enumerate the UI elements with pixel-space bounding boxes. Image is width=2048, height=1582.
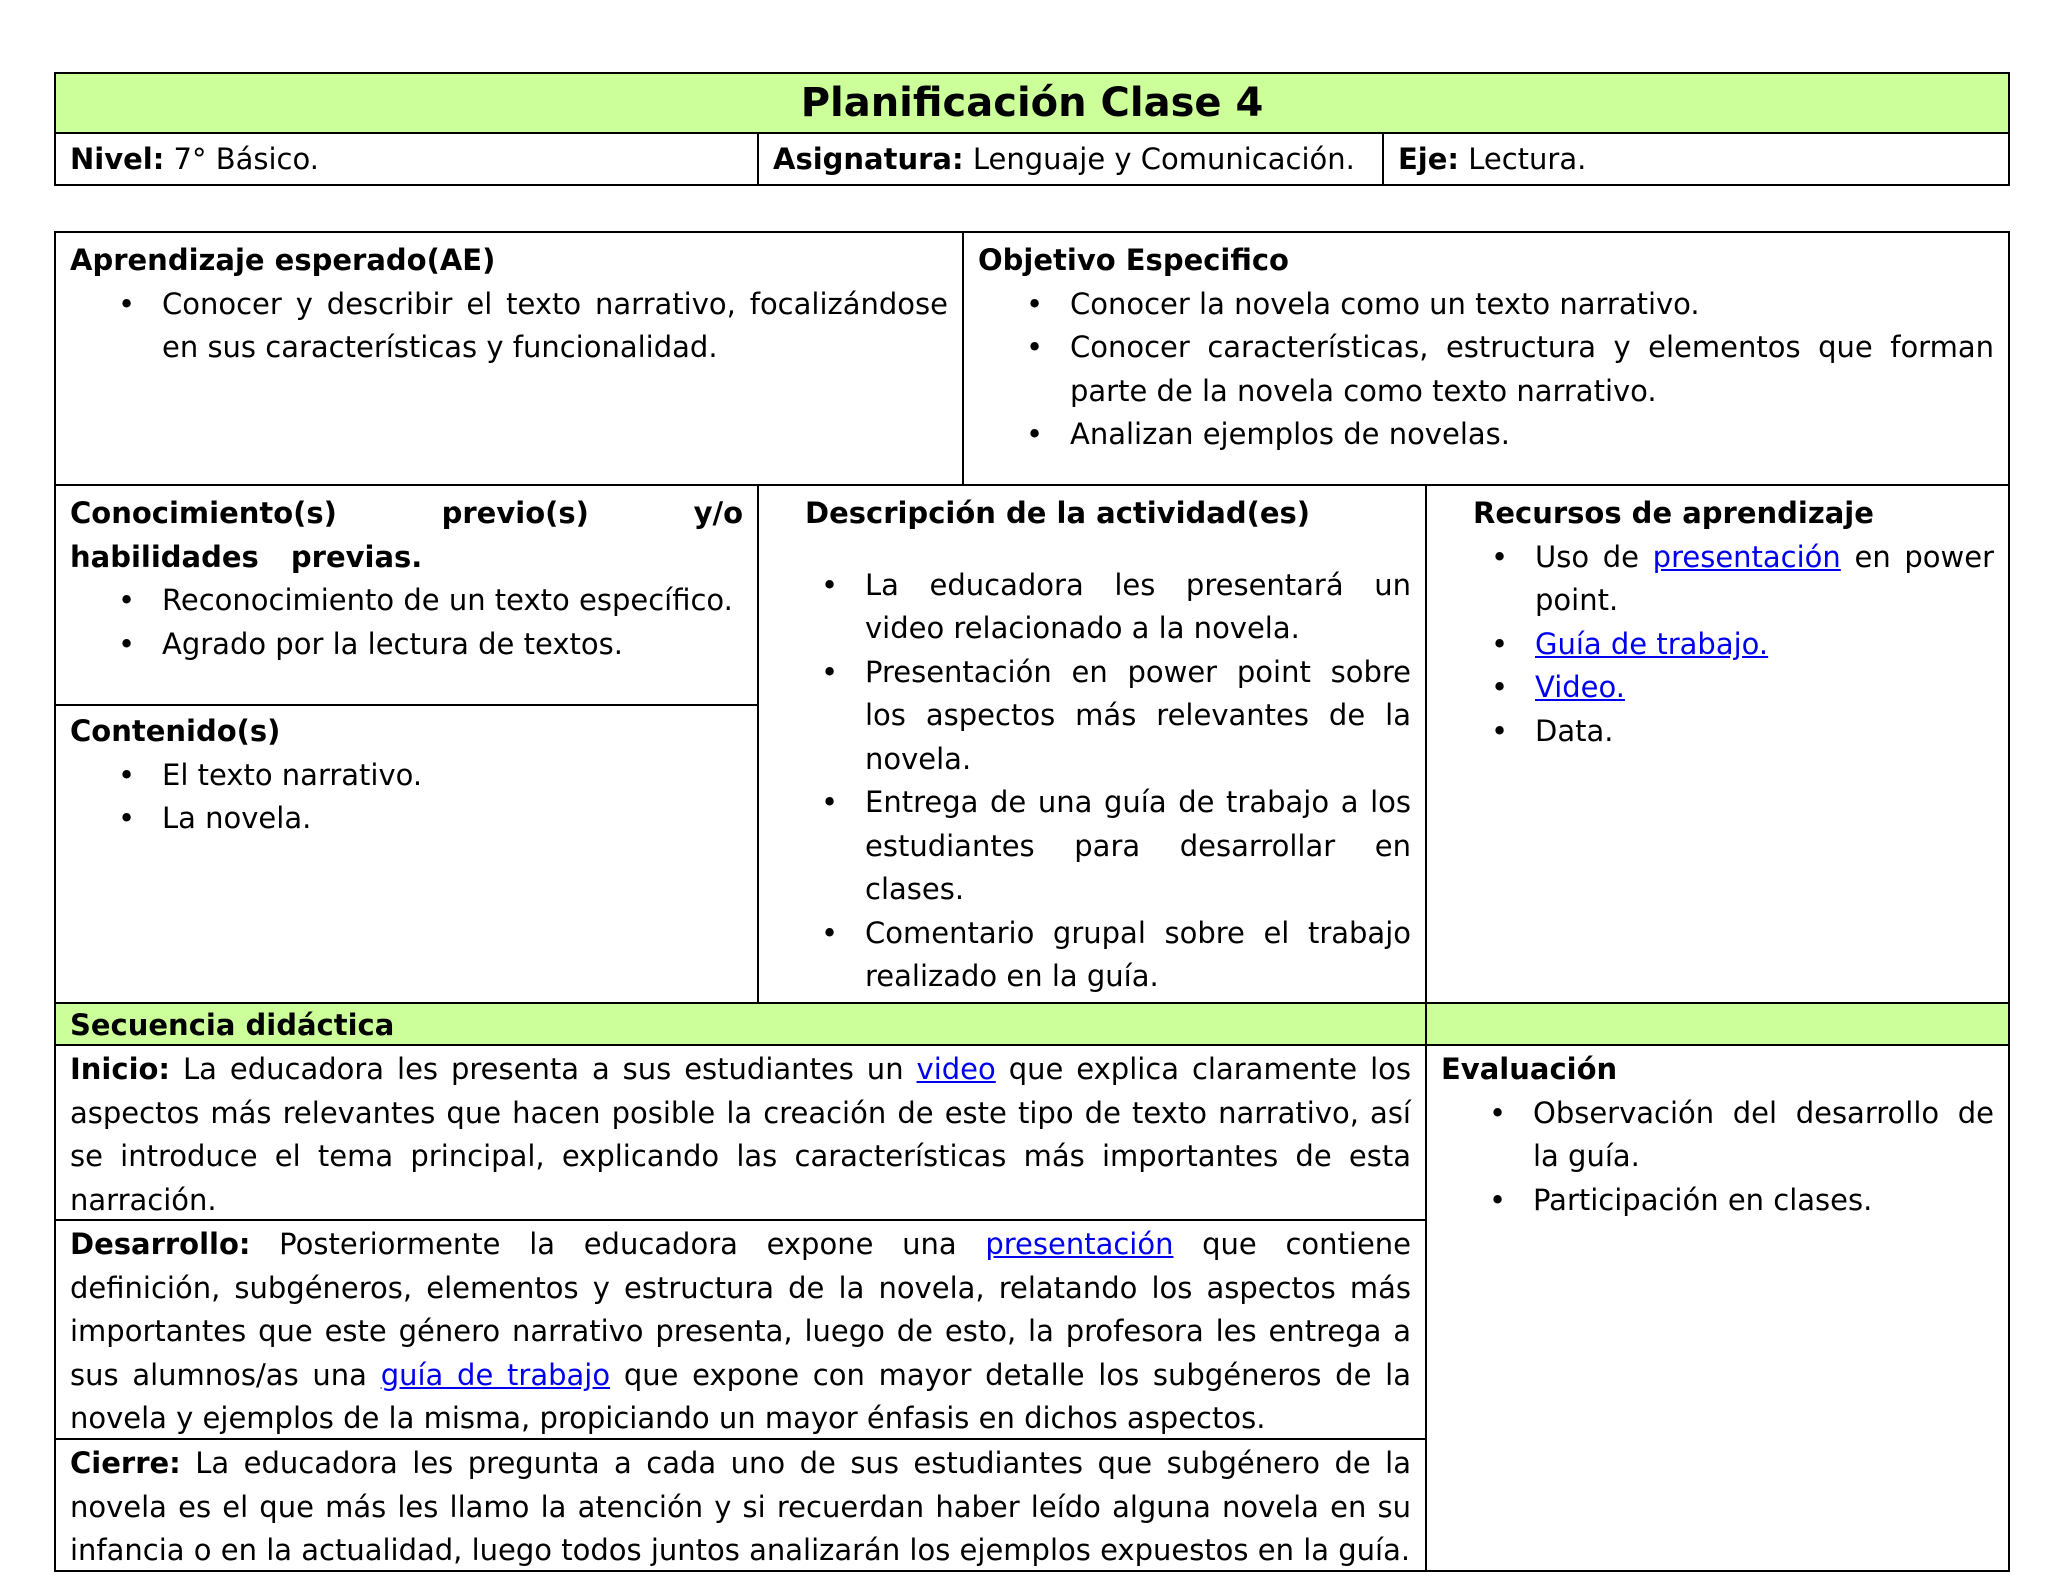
inicio-cell	[54, 1044, 1427, 1221]
objetivo-heading: Objetivo Especifico	[978, 243, 1289, 277]
list-item: • Observación del desarrollo de la guía.	[1533, 1092, 1994, 1179]
inicio-video-link[interactable]: video	[916, 1052, 996, 1086]
evaluacion-heading: Evaluación	[1441, 1052, 1618, 1086]
objetivo-list	[978, 283, 1994, 457]
desarrollo-presentacion-link[interactable]: presentación	[985, 1227, 1174, 1261]
nivel-cell	[54, 132, 759, 186]
eje-value: Lectura.	[1468, 142, 1587, 176]
list-item: • Participación en clases.	[1533, 1179, 1994, 1223]
list-item: • Conocer la novela como un texto narrativo.	[1070, 283, 1994, 327]
contenidos-heading: Contenido(s)	[70, 714, 281, 748]
asignatura-value: Lenguaje y Comunicación.	[972, 142, 1355, 176]
evaluacion-list	[1441, 1092, 1994, 1223]
eje-label: Eje:	[1398, 142, 1460, 176]
secuencia-header-spacer	[1425, 1002, 2010, 1046]
recursos-heading: Recursos de aprendizaje	[1473, 496, 1874, 530]
guia-trabajo-link[interactable]: Guía de trabajo.	[1535, 626, 1769, 661]
aprendizaje-cell	[54, 231, 964, 486]
list-item: • El texto narrativo.	[162, 754, 743, 798]
cierre-text: La educadora les pregunta a cada uno de sus estudiantes que subgénero de la novela es el que más les llamo la atención y si recuerdan haber leído alguna novela en su infancia o en la actualidad, luego todos juntos analizarán los ejemplos expuestos en la guía.	[70, 1446, 1411, 1567]
list-item: • La novela.	[162, 797, 743, 841]
contenidos-cell	[54, 704, 759, 1004]
list-item	[1535, 666, 1994, 710]
desarrollo-label: Desarrollo:	[70, 1227, 251, 1261]
list-item: • Presentación en power point sobre los aspectos más relevantes de la novela.	[865, 651, 1411, 782]
list-item: • La educadora les presentará un video relacionado a la novela.	[865, 564, 1411, 651]
recursos-cell	[1425, 484, 2010, 1004]
conocimientos-cell	[54, 484, 759, 706]
recursos-item-text: Uso de	[1535, 539, 1653, 574]
list-item: • Comentario grupal sobre el trabajo realizado en la guía.	[865, 912, 1411, 999]
video-link[interactable]: Video.	[1535, 670, 1625, 704]
list-item: • Reconocimiento de un texto específico.	[162, 579, 743, 623]
desarrollo-text: que contiene definición, subgéneros, elementos y estructura de la novela, relatando los aspectos más importantes que este género narrativo presenta, luego de esto, la profesora les entrega a sus alumnos/as una	[70, 1227, 1412, 1392]
list-item: • Data.	[1535, 710, 1994, 754]
list-item: • Entrega de una guía de trabajo a los estudiantes para desarrollar en clases.	[865, 781, 1411, 912]
aprendizaje-list	[70, 283, 948, 370]
desarrollo-text: que expone con mayor detalle los subgéneros de la novela y ejemplos de la misma, propiciando un mayor énfasis en dichos aspectos.	[70, 1357, 1411, 1435]
inicio-text: que explica claramente los aspectos más relevantes que hacen posible la creación de este tipo de texto narrativo, así se introduce el tema principal, explicando las características más importantes de esta narración.	[70, 1052, 1411, 1217]
inicio-label: Inicio:	[70, 1052, 171, 1086]
conocimientos-list	[70, 579, 743, 666]
nivel-label: Nivel:	[70, 142, 165, 176]
list-item: • Conocer características, estructura y elementos que forman parte de la novela como texto narrativo.	[1070, 326, 1994, 413]
page-title: Planificación Clase 4	[54, 72, 2010, 134]
recursos-item-text: en power point.	[1535, 539, 1995, 617]
descripcion-cell	[757, 484, 1427, 1004]
inicio-text: La educadora les presenta a sus estudiantes un	[170, 1052, 917, 1086]
descripcion-list	[805, 564, 1411, 999]
presentacion-link[interactable]: presentación	[1652, 539, 1841, 574]
cierre-cell	[54, 1438, 1427, 1572]
list-item	[1535, 536, 1994, 623]
contenidos-list	[70, 754, 743, 841]
desarrollo-cell	[54, 1219, 1427, 1440]
nivel-value: 7° Básico.	[173, 142, 319, 176]
asignatura-label: Asignatura:	[773, 142, 964, 176]
recursos-list	[1473, 536, 1994, 754]
list-item: • Agrado por la lectura de textos.	[162, 623, 743, 667]
list-item	[1535, 623, 1994, 667]
secuencia-heading: Secuencia didáctica	[54, 1002, 1427, 1046]
desarrollo-guia-link[interactable]: guía de trabajo	[380, 1357, 611, 1392]
list-item: • Analizan ejemplos de novelas.	[1070, 413, 1994, 457]
eje-cell	[1382, 132, 2010, 186]
descripcion-heading: Descripción de la actividad(es)	[805, 496, 1311, 530]
asignatura-cell	[757, 132, 1384, 186]
aprendizaje-heading: Aprendizaje esperado(AE)	[70, 243, 496, 277]
desarrollo-text: Posteriormente la educadora expone una	[250, 1227, 986, 1261]
evaluacion-cell	[1425, 1044, 2010, 1572]
list-item: • Conocer y describir el texto narrativo, focalizándose en sus características y funcionalidad.	[162, 283, 948, 370]
cierre-label: Cierre:	[70, 1446, 181, 1480]
conocimientos-heading: Conocimiento(s) previo(s) y/o habilidades previas.	[70, 496, 743, 574]
objetivo-cell	[962, 231, 2010, 486]
